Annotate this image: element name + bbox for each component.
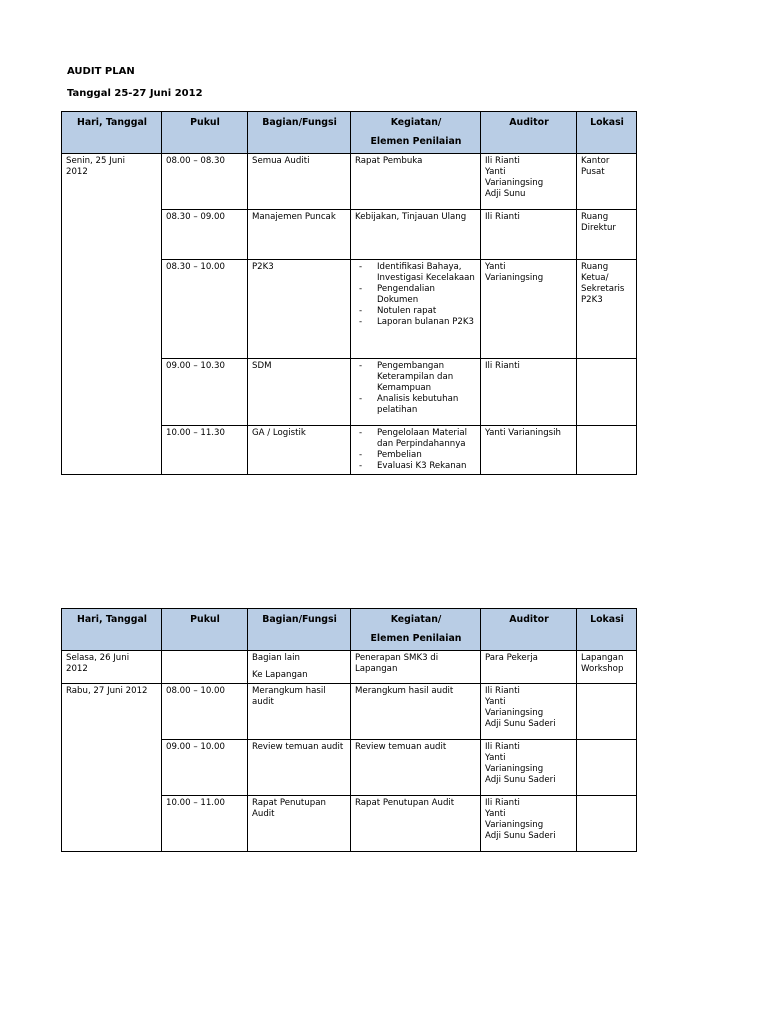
activity-cell: Kebijakan, Tinjauan Ulang xyxy=(351,210,481,260)
location-line: Kantor xyxy=(581,156,610,166)
section-line: Ke Lapangan xyxy=(252,670,308,680)
time-cell: 08.30 – 10.00 xyxy=(162,260,248,359)
document-title: AUDIT PLAN xyxy=(67,66,135,77)
location-line: Sekretaris xyxy=(581,284,625,294)
table-row xyxy=(62,154,637,210)
auditor-name: Ili Rianti xyxy=(485,361,520,371)
header-time: Pukul xyxy=(162,112,248,154)
table-header-row xyxy=(62,609,637,651)
section-cell: Manajemen Puncak xyxy=(248,210,351,260)
header-activity-line2: Elemen Penilaian xyxy=(370,136,462,147)
day-cell: Rabu, 27 Juni 2012 xyxy=(62,684,162,852)
auditor-name: Varianingsing xyxy=(485,273,544,283)
auditor-name: Ili Rianti xyxy=(485,212,520,222)
activity-bullet: - Identifikasi Bahaya, Investigasi Kecelakaan xyxy=(377,262,477,284)
section-cell xyxy=(248,651,351,684)
auditor-cell xyxy=(481,796,577,852)
location-cell xyxy=(577,426,637,475)
header-activity-line1: Kegiatan/ xyxy=(390,614,442,625)
auditor-cell xyxy=(481,260,577,359)
activity-bullet: - Pembelian xyxy=(377,450,477,461)
header-day: Hari, Tanggal xyxy=(62,609,162,651)
activity-bullet: - Notulen rapat xyxy=(377,306,477,317)
auditor-name: Varianingsing xyxy=(485,764,544,774)
auditor-cell xyxy=(481,359,577,426)
auditor-name: Ili Rianti xyxy=(485,156,520,166)
activity-bullet: - Analisis kebutuhan pelatihan xyxy=(377,394,477,416)
day-line: Selasa, 26 Juni xyxy=(66,653,130,663)
table-row xyxy=(62,684,637,740)
activity-bullet: - Pengelolaan Material dan Perpindahannya xyxy=(377,428,477,450)
location-cell xyxy=(577,210,637,260)
section-cell: SDM xyxy=(248,359,351,426)
auditor-cell xyxy=(481,740,577,796)
section-cell: Review temuan audit xyxy=(248,740,351,796)
location-line: Workshop xyxy=(581,664,624,674)
section-cell: GA / Logistik xyxy=(248,426,351,475)
activity-cell: Merangkum hasil audit xyxy=(351,684,481,740)
location-line: Pusat xyxy=(581,167,605,177)
header-auditor: Auditor xyxy=(481,609,577,651)
auditor-cell xyxy=(481,426,577,475)
activity-bullet: - Laporan bulanan P2K3 xyxy=(377,317,477,328)
header-activity xyxy=(351,609,481,651)
location-cell xyxy=(577,684,637,740)
auditor-name: Varianingsing xyxy=(485,178,544,188)
activity-cell: Review temuan audit xyxy=(351,740,481,796)
auditor-cell xyxy=(481,684,577,740)
activity-bullet-list xyxy=(355,428,477,472)
header-auditor: Auditor xyxy=(481,112,577,154)
day-line: 2012 xyxy=(66,167,88,177)
day-line: 2012 xyxy=(66,664,88,674)
auditor-name: Ili Rianti xyxy=(485,798,520,808)
location-line: P2K3 xyxy=(581,295,603,305)
auditor-name: Adji Sunu Saderi xyxy=(485,831,556,841)
auditor-name: Yanti xyxy=(485,262,506,272)
header-section: Bagian/Fungsi xyxy=(248,112,351,154)
time-cell: 08.00 – 08.30 xyxy=(162,154,248,210)
header-activity xyxy=(351,112,481,154)
activity-bullet: - Evaluasi K3 Rekanan xyxy=(377,461,477,472)
auditor-name: Yanti Varianingsih xyxy=(485,428,561,438)
activity-bullet-list xyxy=(355,262,477,328)
auditor-cell xyxy=(481,154,577,210)
activity-cell: Rapat Penutupan Audit xyxy=(351,796,481,852)
header-location: Lokasi xyxy=(577,609,637,651)
auditor-name: Varianingsing xyxy=(485,708,544,718)
auditor-name: Yanti xyxy=(485,809,506,819)
header-location: Lokasi xyxy=(577,112,637,154)
audit-plan-table-day-1 xyxy=(61,111,637,475)
time-cell: 08.00 – 10.00 xyxy=(162,684,248,740)
table-row xyxy=(62,651,637,684)
location-line: Ruang xyxy=(581,212,609,222)
section-cell: Semua Auditi xyxy=(248,154,351,210)
location-cell xyxy=(577,740,637,796)
location-cell xyxy=(577,260,637,359)
auditor-name: Adji Sunu Saderi xyxy=(485,775,556,785)
activity-cell: Penerapan SMK3 di Lapangan xyxy=(351,651,481,684)
location-cell xyxy=(577,154,637,210)
location-cell xyxy=(577,651,637,684)
time-cell: 09.00 – 10.30 xyxy=(162,359,248,426)
location-line: Ruang xyxy=(581,262,609,272)
day-cell xyxy=(62,651,162,684)
table-header-row xyxy=(62,112,637,154)
activity-bullet-list xyxy=(355,361,477,416)
time-cell xyxy=(162,651,248,684)
section-cell: Merangkum hasil audit xyxy=(248,684,351,740)
auditor-name: Ili Rianti xyxy=(485,686,520,696)
auditor-cell xyxy=(481,210,577,260)
auditor-cell: Para Pekerja xyxy=(481,651,577,684)
location-cell xyxy=(577,359,637,426)
activity-cell xyxy=(351,260,481,359)
day-line: Senin, 25 Juni xyxy=(66,156,125,166)
section-cell: P2K3 xyxy=(248,260,351,359)
activity-bullet: - Pengendalian Dokumen xyxy=(377,284,477,306)
time-cell: 10.00 – 11.30 xyxy=(162,426,248,475)
auditor-name: Yanti xyxy=(485,167,506,177)
auditor-name: Yanti xyxy=(485,753,506,763)
section-line: Bagian lain xyxy=(252,653,300,663)
auditor-name: Yanti xyxy=(485,697,506,707)
auditor-name: Adji Sunu Saderi xyxy=(485,719,556,729)
location-line: Direktur xyxy=(581,223,616,233)
time-cell: 09.00 – 10.00 xyxy=(162,740,248,796)
header-time: Pukul xyxy=(162,609,248,651)
activity-bullet: - Pengembangan Keterampilan dan Kemampuan xyxy=(377,361,477,394)
time-cell: 10.00 – 11.00 xyxy=(162,796,248,852)
header-day: Hari, Tanggal xyxy=(62,112,162,154)
location-cell xyxy=(577,796,637,852)
day-cell xyxy=(62,154,162,475)
activity-cell xyxy=(351,426,481,475)
auditor-name: Varianingsing xyxy=(485,820,544,830)
location-line: Ketua/ xyxy=(581,273,609,283)
header-activity-line2: Elemen Penilaian xyxy=(370,633,462,644)
audit-plan-table-day-2-3 xyxy=(61,608,637,852)
activity-cell xyxy=(351,359,481,426)
auditor-name: Adji Sunu xyxy=(485,189,526,199)
time-cell: 08.30 – 09.00 xyxy=(162,210,248,260)
header-section: Bagian/Fungsi xyxy=(248,609,351,651)
section-cell: Rapat Penutupan Audit xyxy=(248,796,351,852)
location-line: Lapangan xyxy=(581,653,624,663)
document-date-range: Tanggal 25-27 Juni 2012 xyxy=(67,88,203,99)
auditor-name: Ili Rianti xyxy=(485,742,520,752)
activity-cell: Rapat Pembuka xyxy=(351,154,481,210)
header-activity-line1: Kegiatan/ xyxy=(390,117,442,128)
